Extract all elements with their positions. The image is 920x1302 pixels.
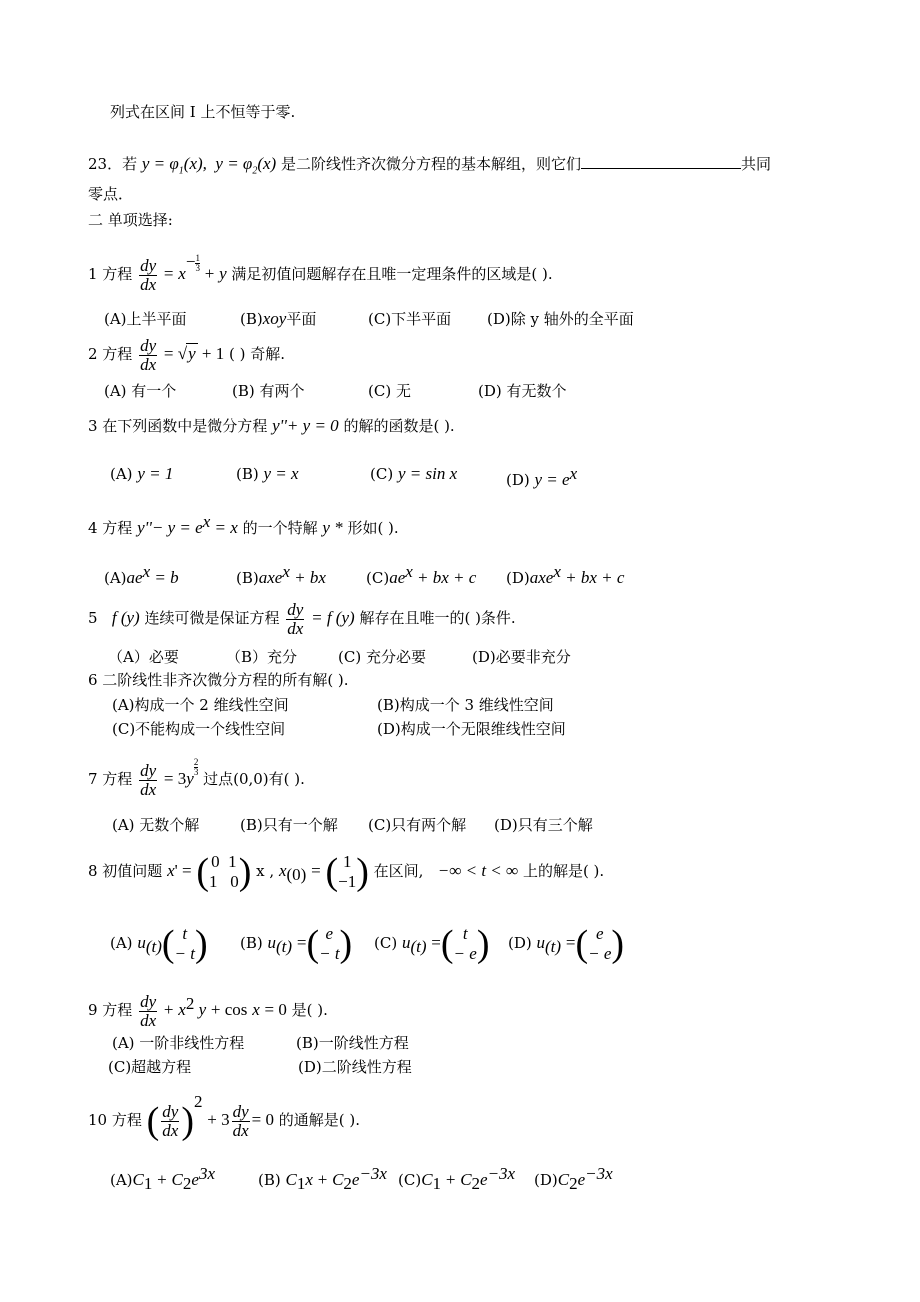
q7-option-c: (C)只有两个解 [368, 816, 467, 834]
q9-option-b: (B)一阶线性方程 [296, 1034, 409, 1052]
q3-eq: y''+ y = 0 [272, 416, 339, 435]
q7-option-b: (B)只有一个解 [240, 816, 338, 834]
q5-option-b: （B）充分 [226, 648, 298, 666]
q4-option-a: $(A)ae^x = b$ [104, 562, 179, 587]
q1-option-c: (C)下半平面 [368, 310, 452, 328]
question-5: 5 f (y) 连续可微是保证方程 $\frac{dy}{dx}$ = f (y) 解存在且唯一的( )条件. [88, 599, 516, 638]
q10-frac-2: $\frac{dy}{dx}$ [232, 1101, 249, 1140]
question-3 [88, 416, 455, 436]
q2-option-d: (D) 有无数个 [478, 382, 567, 400]
question-7: 7 方程 $\frac{dy}{dx}$ = 3y $^{\frac{2}{3}}$ 过点(0,0)有( ). [88, 757, 305, 799]
q4-text2: 形如( ). [347, 519, 399, 537]
q8-initial-vector: 1 −1 [338, 852, 357, 891]
q2-frac: $\frac{dy}{dx}$ [140, 335, 157, 374]
q23-text: 是二阶线性齐次微分方程的基本解组，则它们 [281, 155, 582, 173]
q9-option-a: (A) 一阶非线性方程 [112, 1034, 245, 1052]
continued-line: 列式在区间 I 上不恒等于零. [110, 103, 296, 121]
q8-option-c: (C) $u_{(t)}$ =( t − e ) [374, 923, 490, 965]
q4-option-d: (D)axe$^x$ + bx + c [506, 562, 625, 587]
q6-option-d: (D)构成一个无限维线性空间 [377, 720, 566, 738]
q10-option-a: $(A)C_1 + C_2e^{3x}$ [110, 1164, 215, 1193]
q6-option-a: (A)构成一个 2 维线性空间 [112, 696, 289, 714]
q3-text: 的解的函数是( ). [343, 417, 455, 435]
q23-line2: 零点． [88, 185, 134, 203]
q3-option-a: (A) y = 1 [110, 464, 174, 483]
q1-option-a: (A)上半平面 [104, 310, 187, 328]
q3-option-d: (D) $y = e^x$ [506, 464, 578, 489]
q4-text1: 的一个特解 [242, 519, 318, 537]
question-2: 2 方程 $\frac{dy}{dx}$ = √y + 1 ( ) 奇解. [88, 335, 286, 374]
q5-option-c: (C) 充分必要 [338, 648, 426, 666]
question-4: 4 方程 $y''- y = e^x = x$ 的一个特解 y * 形如( ). [88, 512, 399, 537]
q23-number: 23．若 [88, 155, 138, 173]
q8-option-a: (A) $u_{(t)}$( t − t ) [110, 923, 208, 965]
q10-option-b: (B) $C_1x + C_2e^{-3x}$ [258, 1164, 387, 1193]
q3-label: 3 在下列函数中是微分方程 [88, 417, 268, 435]
q9-option-d: (D)二阶线性方程 [298, 1058, 412, 1076]
q2-option-b: (B) 有两个 [232, 382, 305, 400]
q10-frac: $\frac{dy}{dx}$ [162, 1101, 179, 1140]
q10-option-c: $(C)C_1 + C_2e^{-3x}$ [398, 1164, 516, 1193]
q5-option-d: (D)必要非充分 [472, 648, 571, 666]
q4-option-c: $(C)ae^x$ + bx + c [366, 562, 477, 587]
q1-option-b: (B)xoy平面 [240, 309, 317, 328]
q1-label: 1 方程 [88, 265, 133, 283]
q7-option-d: (D)只有三个解 [494, 816, 593, 834]
q3-option-c: (C) y = sin x [370, 464, 458, 483]
question-10: 10 方程 ( $\frac{dy}{dx}$ )$^2$ + 3 $\frac{dy}{dx}$ = 0 的通解是( ). [88, 1092, 361, 1142]
q5-frac: $\frac{dy}{dx}$ [287, 599, 304, 638]
q2-option-c: (C) 无 [368, 382, 411, 400]
q2-text: ( ) 奇解. [229, 345, 286, 363]
q5-option-a: （A）必要 [108, 648, 179, 666]
q6-option-c: (C)不能构成一个线性空间 [112, 720, 286, 738]
q10-option-d: $(D)C_2e^{-3x}$ [534, 1164, 613, 1193]
q8-option-d: (D) $u_{(t)}$ =( e − e ) [508, 923, 625, 965]
q2-label: 2 方程 [88, 345, 133, 363]
q23-tail: 共同 [741, 155, 772, 173]
q8-option-b: (B) $u_{(t)}$ =( e − t ) [240, 923, 353, 965]
q1-option-d: (D)除 y 轴外的全平面 [487, 310, 634, 328]
q2-option-a: (A) 有一个 [104, 382, 177, 400]
q1-text: 满足初值问题解存在且唯一定理条件的区域是( ). [231, 265, 553, 283]
question-8: 8 初值问题 x' = ( 0 1 1 0 ) x , $x_{(0)}$ = ( 1 −1 ) 在区间, −∞ < t < ∞ 上的解是( ). [88, 851, 605, 893]
q9-option-c: (C)超越方程 [108, 1058, 192, 1076]
q1-frac: $\frac{dy}{dx}$ [140, 255, 157, 294]
q8-matrix: 0 1 1 0 [208, 852, 239, 891]
q7-frac: $\frac{dy}{dx}$ [140, 760, 157, 799]
q9-frac: $\frac{dy}{dx}$ [140, 991, 157, 1030]
question-1: 1 方程 $\frac{dy}{dx}$ = $x^{- \frac{1}{3}}$ + y 满足初值问题解存在且唯一定理条件的区域是( ). [88, 252, 553, 294]
q4-option-b: (B)axe$^x$ + bx [236, 562, 326, 587]
q6-option-b: (B)构成一个 3 维线性空间 [377, 696, 554, 714]
question-23 [88, 154, 771, 181]
q3-option-b: (B) y = x [236, 464, 299, 483]
section-2-heading: 二 单项选择: [88, 211, 173, 229]
q7-option-a: (A) 无数个解 [112, 816, 200, 834]
q4-label: 4 方程 [88, 519, 133, 537]
question-6: 6 二阶线性非齐次微分方程的所有解( ). [88, 671, 349, 689]
q23-answer-blank [581, 154, 741, 169]
q23-math: $y = \varphi_1(x)$, $y = \varphi_2(x)$ [141, 154, 277, 177]
question-9: 9 方程 $\frac{dy}{dx}$ + $x^2$ y + cos x = 0 是( ). [88, 991, 328, 1030]
